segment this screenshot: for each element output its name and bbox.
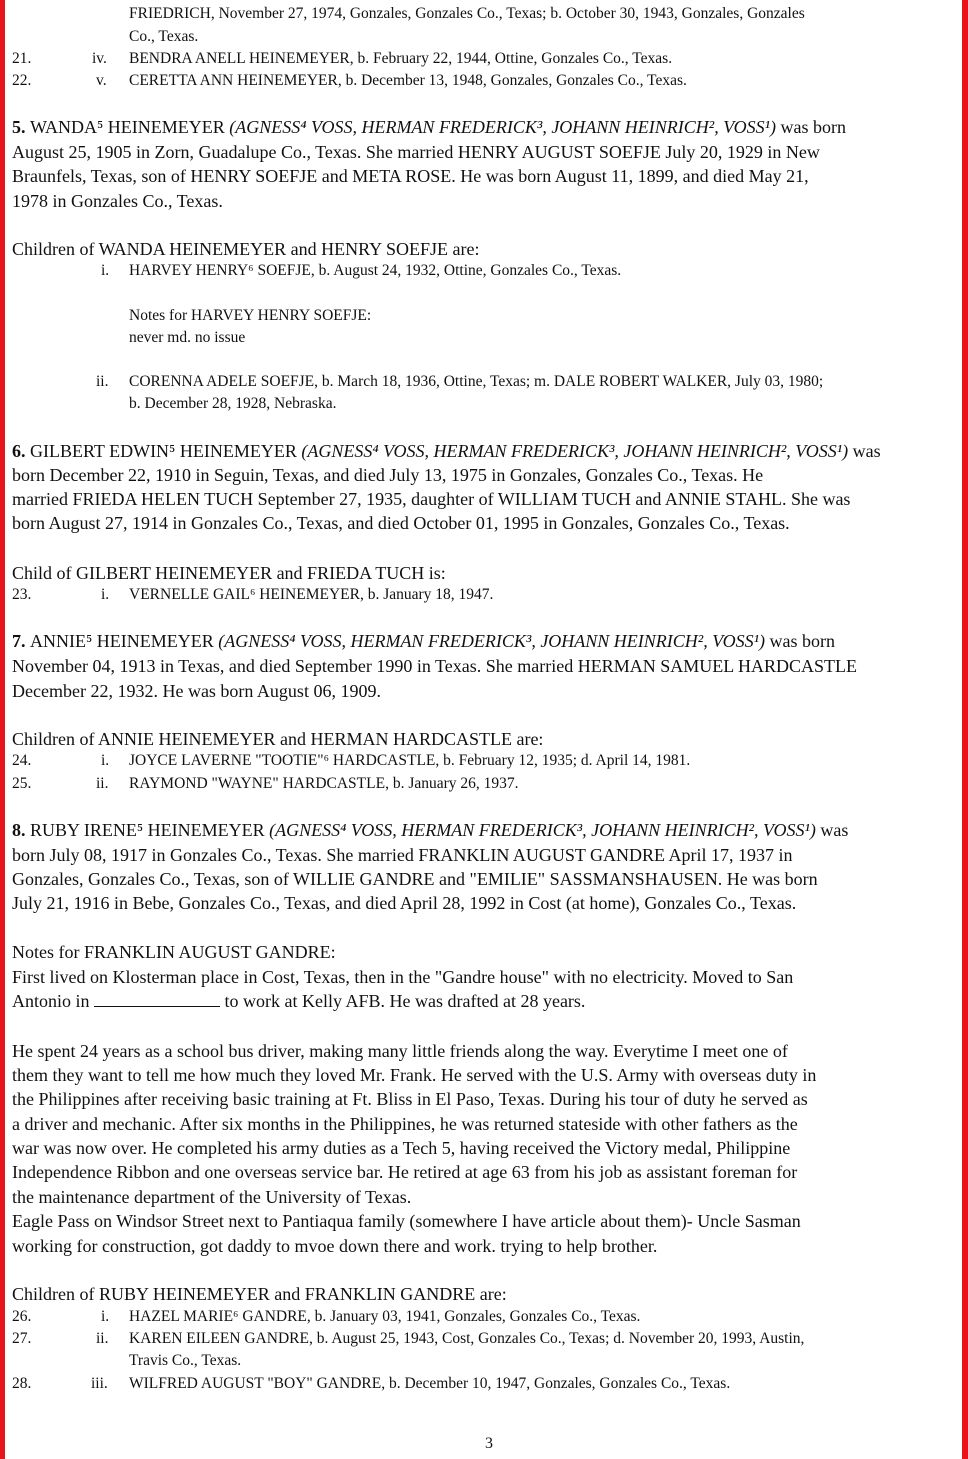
bio-line: married FRIEDA HELEN TUCH September 27, 1935, daughter of WILLIAM TUCH and ANNIE STAHL. She was (12, 489, 851, 509)
paragraph-line: war was now over. He completed his army duties as a Tech 5, having received the Victory medal, Philippine (12, 1138, 791, 1158)
paragraph-line: the maintenance department of the University of Texas. (12, 1187, 412, 1207)
child-number: 25. (12, 775, 32, 792)
child-entry: RAYMOND "WAYNE" HARDCASTLE, b. January 26, 1937. (129, 775, 519, 792)
person-heading-wanda (12, 116, 846, 138)
child-roman: ii. (96, 1330, 109, 1347)
child-entry: HARVEY HENRY⁶ SOEFJE, b. August 24, 1932, Ottine, Gonzales Co., Texas. (129, 262, 622, 279)
paragraph-line: Independence Ribbon and one overseas service bar. He retired at age 63 from his job as assistant foreman for (12, 1162, 798, 1182)
person-ancestry: (AGNESS⁴ VOSS, HERMAN FREDERICK³, JOHANN HEINRICH², VOSS¹) (229, 117, 777, 137)
child-entry: VERNELLE GAIL⁶ HEINEMEYER, b. January 18, 1947. (129, 586, 494, 603)
child-roman: iv. (92, 50, 107, 67)
page-number: 3 (485, 1435, 493, 1452)
bio-line: Braunfels, Texas, son of HENRY SOEFJE and META ROSE. He was born August 11, 1899, and died May 21, (12, 166, 809, 186)
person-ancestry: (AGNESS⁴ VOSS, HERMAN FREDERICK³, JOHANN HEINRICH², VOSS¹) (301, 441, 849, 461)
bio-text: was born (780, 117, 847, 137)
person-ancestry: (AGNESS⁴ VOSS, HERMAN FREDERICK³, JOHANN HEINRICH², VOSS¹) (218, 631, 766, 651)
child-roman: i. (101, 1308, 110, 1325)
paragraph-line: He spent 24 years as a school bus driver, making many little friends along the way. Everytime I meet one of (12, 1041, 788, 1061)
child-roman: iii. (91, 1375, 108, 1392)
child-entry: WILFRED AUGUST "BOY" GANDRE, b. December 10, 1947, Gonzales, Gonzales Co., Texas. (129, 1375, 731, 1392)
child-entry: BENDRA ANELL HEINEMEYER, b. February 22, 1944, Ottine, Gonzales Co., Texas. (129, 50, 673, 67)
paragraph-line: working for construction, got daddy to mvoe down there and work. trying to help brother. (12, 1236, 658, 1256)
bio-line: December 22, 1932. He was born August 06, 1909. (12, 681, 381, 701)
child-entry: KAREN EILEEN GANDRE, b. August 25, 1943, Cost, Gonzales Co., Texas; d. November 20, 1993, Austin, (129, 1330, 805, 1347)
child-entry: HAZEL MARIE⁶ GANDRE, b. January 03, 1941, Gonzales, Gonzales Co., Texas. (129, 1308, 641, 1325)
child-entry-cont: Travis Co., Texas. (129, 1352, 242, 1369)
person-number: 6. (12, 441, 26, 461)
child-number: 26. (12, 1308, 32, 1325)
children-heading: Child of GILBERT HEINEMEYER and FRIEDA TUCH is: (12, 563, 446, 583)
paragraph-line: the Philippines after receiving basic training at Ft. Bliss in El Paso, Texas. During his tour of duty he served as (12, 1089, 808, 1109)
child-number: 24. (12, 752, 32, 769)
bio-line: August 25, 1905 in Zorn, Guadalupe Co., Texas. She married HENRY AUGUST SOEFJE July 20, 1929 in New (12, 142, 820, 162)
intro-line: FRIEDRICH, November 27, 1974, Gonzales, Gonzales Co., Texas; b. October 30, 1943, Gonzales, Gonzales (129, 5, 805, 22)
child-roman: ii. (96, 373, 109, 390)
person-name: GILBERT EDWIN⁵ HEINEMEYER (30, 441, 297, 461)
notes-line: First lived on Klosterman place in Cost, Texas, then in the "Gandre house" with no electricity. Moved to San (12, 967, 794, 987)
bio-line: born December 22, 1910 in Seguin, Texas, and died July 13, 1975 in Gonzales, Gonzales Co., Texas. He (12, 465, 764, 485)
bio-line: born August 27, 1914 in Gonzales Co., Texas, and died October 01, 1995 in Gonzales, Gonzales Co., Texas. (12, 513, 790, 533)
notes-text: never md. no issue (129, 329, 246, 346)
notes-text: Antonio in (12, 991, 90, 1011)
blank-fill-line (94, 994, 220, 1007)
child-entry: CORENNA ADELE SOEFJE, b. March 18, 1936, Ottine, Texas; m. DALE ROBERT WALKER, July 03, 1980; (129, 373, 824, 390)
bio-text: was born (769, 631, 836, 651)
bio-text: was (852, 441, 881, 461)
notes-heading: Notes for FRANKLIN AUGUST GANDRE: (12, 942, 336, 962)
child-entry: JOYCE LAVERNE "TOOTIE"⁶ HARDCASTLE, b. February 12, 1935; d. April 14, 1981. (129, 752, 691, 769)
child-roman: v. (96, 72, 107, 89)
notes-text: to work at Kelly AFB. He was drafted at 28 years. (224, 991, 586, 1011)
notes-line (12, 990, 585, 1012)
child-number: 28. (12, 1375, 32, 1392)
notes-heading: Notes for HARVEY HENRY SOEFJE: (129, 307, 372, 324)
paragraph-line: Eagle Pass on Windsor Street next to Pantiaqua family (somewhere I have article about them)- Uncle Sasman (12, 1211, 801, 1231)
child-number: 21. (12, 50, 32, 67)
child-number: 23. (12, 586, 32, 603)
person-number: 8. (12, 820, 26, 840)
bio-line: born July 08, 1917 in Gonzales Co., Texas. She married FRANKLIN AUGUST GANDRE April 17, 1937 in (12, 845, 793, 865)
children-heading: Children of WANDA HEINEMEYER and HENRY SOEFJE are: (12, 239, 480, 259)
children-heading: Children of RUBY HEINEMEYER and FRANKLIN GANDRE are: (12, 1284, 507, 1304)
paragraph-line: a driver and mechanic. After six months in the Philippines, he was returned stateside with other fathers as the (12, 1114, 798, 1134)
bio-text: was (820, 820, 849, 840)
children-heading: Children of ANNIE HEINEMEYER and HERMAN HARDCASTLE are: (12, 729, 544, 749)
person-heading-annie (12, 630, 835, 652)
child-roman: i. (101, 262, 110, 279)
child-roman: i. (101, 586, 110, 603)
person-heading-gilbert (12, 440, 881, 462)
person-name: WANDA⁵ HEINEMEYER (30, 117, 225, 137)
child-number: 27. (12, 1330, 32, 1347)
person-heading-ruby (12, 819, 848, 841)
paragraph-line: them they want to tell me how much they loved Mr. Frank. He served with the U.S. Army with overseas duty in (12, 1065, 817, 1085)
bio-line: 1978 in Gonzales Co., Texas. (12, 191, 223, 211)
person-number: 7. (12, 631, 26, 651)
child-roman: i. (101, 752, 110, 769)
person-number: 5. (12, 117, 26, 137)
bio-line: July 21, 1916 in Bebe, Gonzales Co., Texas, and died April 28, 1992 in Cost (at home), Gonzales Co., Texas. (12, 893, 797, 913)
child-roman: ii. (96, 775, 109, 792)
person-name: RUBY IRENE⁵ HEINEMEYER (30, 820, 265, 840)
person-name: ANNIE⁵ HEINEMEYER (30, 631, 214, 651)
child-number: 22. (12, 72, 32, 89)
child-entry: CERETTA ANN HEINEMEYER, b. December 13, 1948, Gonzales, Gonzales Co., Texas. (129, 72, 687, 89)
person-ancestry: (AGNESS⁴ VOSS, HERMAN FREDERICK³, JOHANN HEINRICH², VOSS¹) (269, 820, 816, 840)
intro-line: Co., Texas. (129, 28, 199, 45)
bio-line: Gonzales, Gonzales Co., Texas, son of WILLIE GANDRE and "EMILIE" SASSMANSHAUSEN. He was born (12, 869, 818, 889)
bio-line: November 04, 1913 in Texas, and died September 1990 in Texas. She married HERMAN SAMUEL HARDCASTLE (12, 656, 858, 676)
child-entry-cont: b. December 28, 1928, Nebraska. (129, 395, 337, 412)
